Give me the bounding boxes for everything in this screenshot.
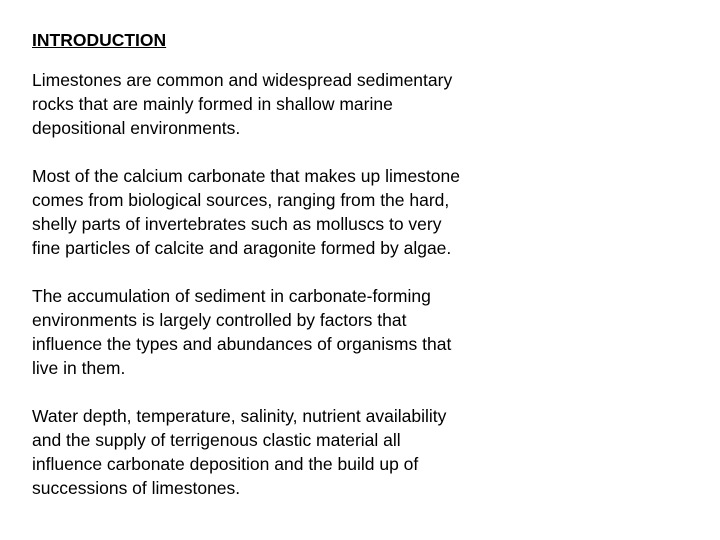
section-heading: INTRODUCTION	[32, 30, 167, 50]
text-line: and the supply of terrigenous clastic material all	[32, 430, 401, 450]
text-line: Limestones are common and widespread sedimentary	[32, 70, 453, 90]
text-line: influence the types and abundances of organisms that	[32, 334, 452, 354]
paragraph-controlling-factors	[32, 404, 692, 500]
text-line: fine particles of calcite and aragonite formed by algae.	[32, 238, 452, 258]
text-line: environments is largely controlled by factors that	[32, 310, 407, 330]
paragraph-calcium-carbonate-sources	[32, 164, 692, 260]
text-line: Water depth, temperature, salinity, nutrient availability	[32, 406, 447, 426]
text-line: live in them.	[32, 358, 126, 378]
text-line: depositional environments.	[32, 118, 241, 138]
text-line: The accumulation of sediment in carbonate-forming	[32, 286, 431, 306]
text-line: comes from biological sources, ranging from the hard,	[32, 190, 450, 210]
text-line: influence carbonate deposition and the build up of	[32, 454, 419, 474]
text-line: shelly parts of invertebrates such as molluscs to very	[32, 214, 442, 234]
paragraph-limestone-definition	[32, 68, 692, 140]
text-line: rocks that are mainly formed in shallow marine	[32, 94, 393, 114]
document-body	[32, 28, 692, 524]
paragraph-sediment-accumulation	[32, 284, 692, 380]
text-line: Most of the calcium carbonate that makes up limestone	[32, 166, 460, 186]
text-line: successions of limestones.	[32, 478, 241, 498]
